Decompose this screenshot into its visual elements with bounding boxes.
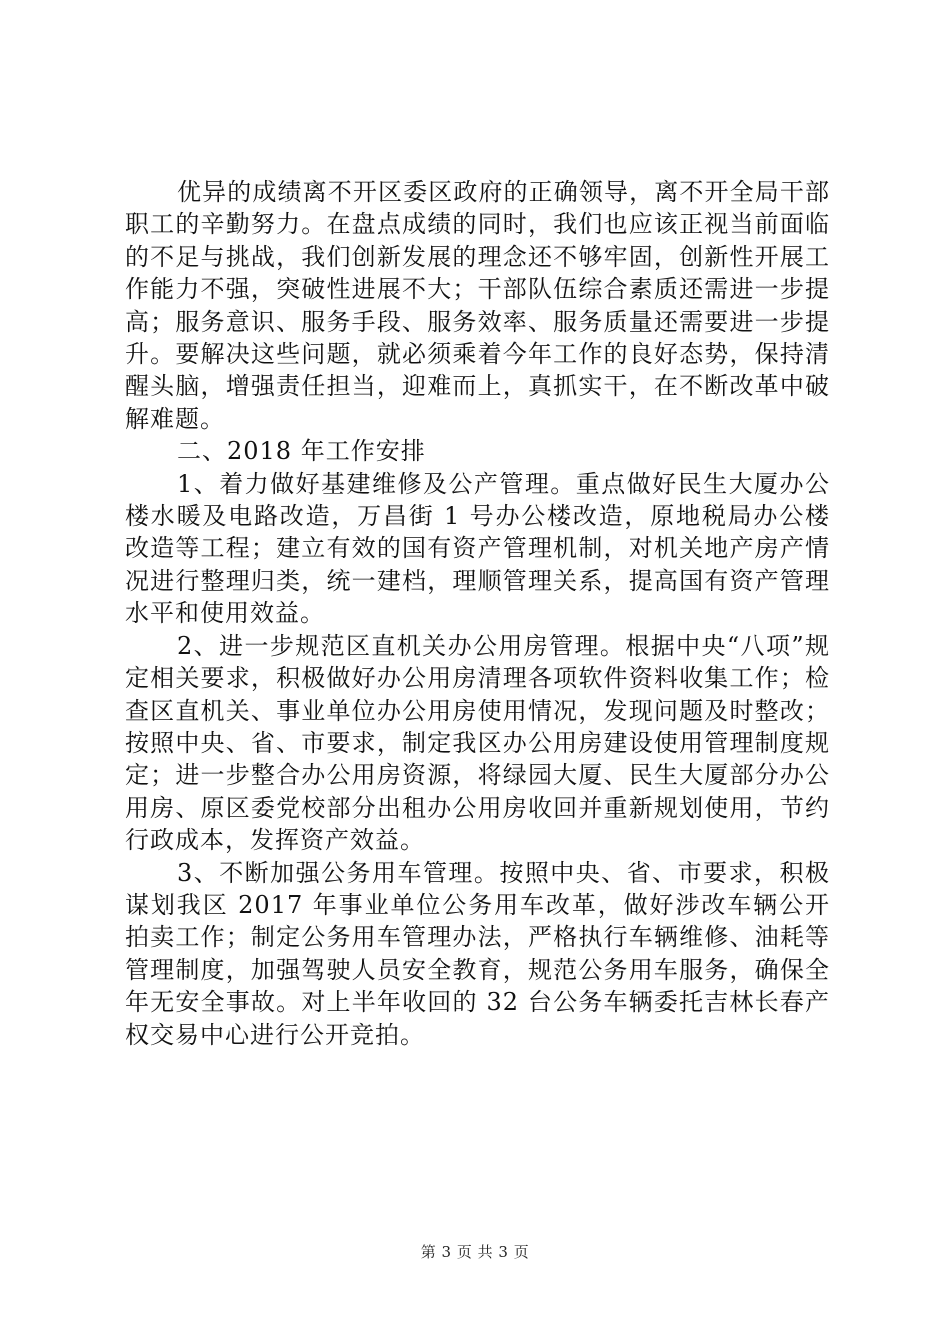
paragraph-item-3-official-vehicles: 3、不断加强公务用车管理。按照中央、省、市要求，积极谋划我区 2017 年事业单位公务用车改革，做好涉改车辆公开拍卖工作；制定公务用车管理办法，严格执行车辆维修、油耗等管理制度，加强驾驶人员安全教育，规范公务用车服务，确保全年无安全事故。对上半年收回的 32 台公务车辆委托吉林长春产权交易中心进行公开竞拍。 — [125, 858, 830, 1049]
page-number-footer: 第 3 页 共 3 页 — [420, 1243, 530, 1261]
paragraph-challenges: 优异的成绩离不开区委区政府的正确领导，离不开全局干部职工的辛勤努力。在盘点成绩的同时，我们也应该正视当前面临的不足与挑战，我们创新发展的理念还不够牢固，创新性开展工作能力不强，突破性进展不大；干部队伍综合素质还需进一步提高；服务意识、服务手段、服务效率、服务质量还需要进一步提升。要解决这些问题，就必须乘着今年工作的良好态势，保持清醒头脑，增强责任担当，迎难而上，真抓实干，在不断改革中破解难题。 — [125, 178, 830, 433]
paragraph-item-1-infrastructure: 1、着力做好基建维修及公产管理。重点做好民生大厦办公楼水暖及电路改造，万昌街 1 号办公楼改造，原地税局办公楼改造等工程；建立有效的国有资产管理机制，对机关地产房产情况进行整理归类，统一建档，理顺管理关系，提高国有资产管理水平和使用效益。 — [125, 469, 830, 628]
document-body — [125, 176, 830, 1051]
section-heading-2018-plan: 二、2018 年工作安排 — [177, 437, 426, 466]
paragraph-item-2-office-space: 2、进一步规范区直机关办公用房管理。根据中央“八项”规定相关要求，积极做好办公用房清理各项软件资料收集工作；检查区直机关、事业单位办公用房使用情况，发现问题及时整改；按照中央、省、市要求，制定我区办公用房建设使用管理制度规定；进一步整合办公用房资源，将绿园大厦、民生大厦部分办公用房、原区委党校部分出租办公用房收回并重新规划使用，节约行政成本，发挥资产效益。 — [125, 631, 830, 855]
